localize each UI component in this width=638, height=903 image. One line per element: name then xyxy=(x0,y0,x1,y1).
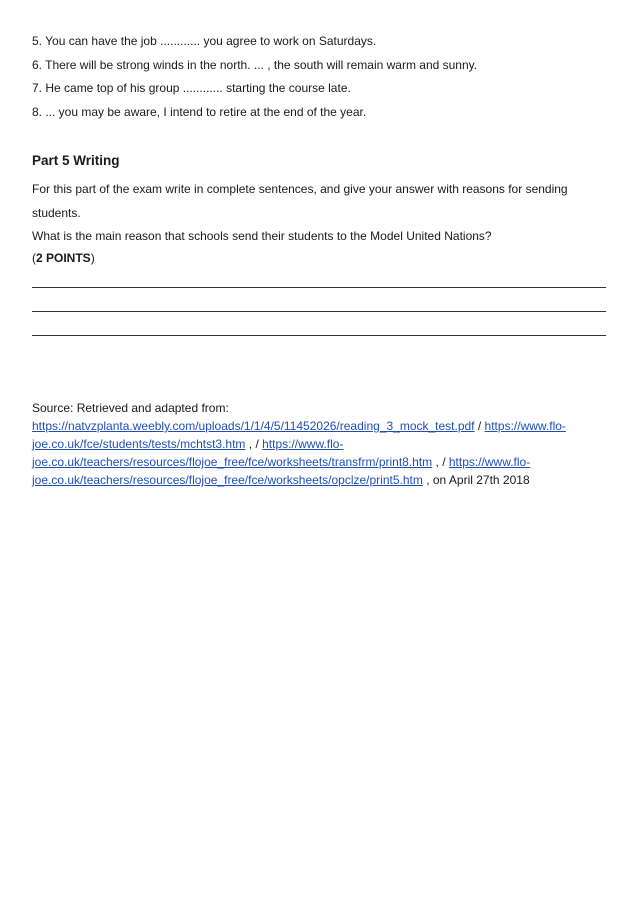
answer-line-1[interactable] xyxy=(32,287,606,288)
source-link-2a[interactable]: https://www.flo- xyxy=(484,419,566,433)
sentence-5: 5. You can have the job ............ you agree to work on Saturdays. xyxy=(32,34,377,48)
source-link-4b[interactable]: joe.co.uk/teachers/resources/flojoe_free/fce/worksheets/opclze/print5.htm xyxy=(32,473,423,487)
source-link-3b[interactable]: joe.co.uk/teachers/resources/flojoe_free/fce/worksheets/transfrm/print8.htm xyxy=(32,455,433,469)
source-link-2b[interactable]: joe.co.uk/fce/students/tests/mchtst3.htm xyxy=(32,437,246,451)
sentence-7: 7. He came top of his group ............ starting the course late. xyxy=(32,81,351,95)
sentence-8: 8. ... you may be aware, I intend to retire at the end of the year. xyxy=(32,104,367,119)
source-link-1[interactable]: https://natvzplanta.weebly.com/uploads/1/1/4/5/11452026/reading_3_mock_test.pdf xyxy=(32,419,475,433)
source-citation xyxy=(32,399,612,489)
source-date: , on April 27th 2018 xyxy=(422,473,530,487)
part5-instructions xyxy=(32,178,607,249)
separator: , / xyxy=(432,455,449,469)
separator: , / xyxy=(245,437,263,451)
answer-line-3[interactable] xyxy=(32,335,606,336)
sentence-6: 6. There will be strong winds in the north. ... , the south will remain warm and sunny. xyxy=(32,57,478,72)
points-open: ( xyxy=(32,251,36,265)
source-label: Source: Retrieved and adapted from: xyxy=(32,401,229,415)
writing-question: What is the main reason that schools send their students to the Model United Nations? xyxy=(32,229,492,243)
source-line-4 xyxy=(32,471,612,489)
source-link-3a[interactable]: https://www.flo- xyxy=(262,437,344,451)
instruction-line-2: students. xyxy=(32,205,81,220)
source-line-3 xyxy=(32,453,612,471)
points-close: ) xyxy=(90,251,95,265)
points-note xyxy=(32,249,95,267)
points-label: 2 POINTS xyxy=(36,251,91,265)
gap-fill-sentences xyxy=(32,30,612,124)
source-line-1 xyxy=(32,417,612,435)
part5-heading: Part 5 Writing xyxy=(32,153,120,168)
source-link-4a[interactable]: https://www.flo- xyxy=(448,455,531,469)
instruction-line-1: For this part of the exam write in complete sentences, and give your answer with reasons for sending xyxy=(32,182,568,196)
separator: / xyxy=(474,419,485,433)
answer-line-2[interactable] xyxy=(32,311,606,312)
source-line-2 xyxy=(32,435,612,453)
